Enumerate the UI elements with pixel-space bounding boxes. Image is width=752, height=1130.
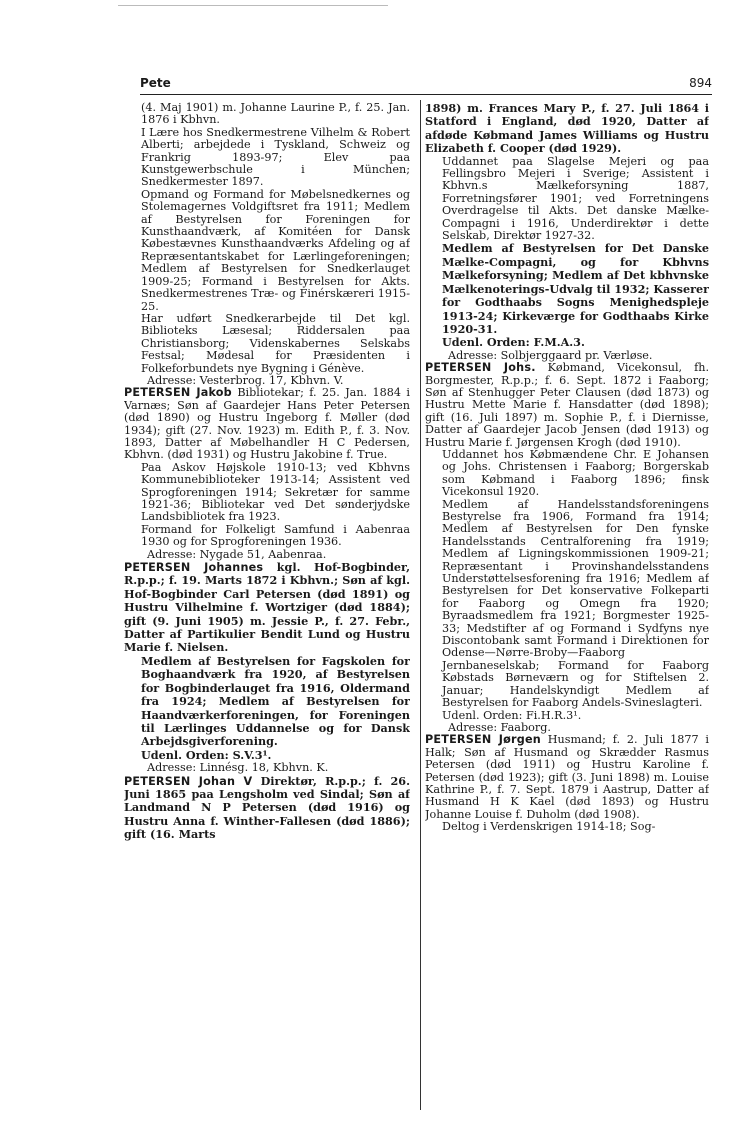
column-divider (420, 100, 421, 1110)
text-paragraph (124, 313, 410, 375)
text-paragraph (124, 127, 410, 189)
paragraph-text: Bibliotekar; f. 25. Jan. 1884 i Varnæs; Søn af Gaardejer Hans Peter Petersen (død 1890) og Hustru Ingeborg f. Møller (død 1934); gift (27. Nov. 1923) m. Edith P., f. 3. Nov. 1893, Datter af Møbelhandler H C Pedersen, Kbhvn. (død 1931) og Hustru Jakobine f. True. (124, 386, 410, 462)
paragraph-text: Adresse: Solbjerggaard pr. Værløse. (448, 348, 653, 362)
paragraph-text: Udenl. Orden: F.M.A.3. (442, 335, 585, 350)
paragraph-text: 1898) m. Frances Mary P., f. 27. Juli 1864 i Statford i England, død 1920, Datter af afdøde Købmand James Williams og Hustru Elizabeth f. Cooper (død 1929). (425, 102, 709, 156)
paragraph-text: Uddannet hos Købmændene Chr. E Johansen og Johs. Christensen i Faaborg; Borgerskab som Købmand i Faaborg 1896; finsk Vicekonsul 1920. (442, 447, 709, 499)
paragraph-text: Opmand og Formand for Møbelsnedkernes og Stolemagernes Voldgiftsret fra 1911; Medlem af Bestyrelsen for Foreningen for Kunsthaandværk, af Komitéen for Dansk Købestævnes Kunsthaandværks Afdeling og af Repræsentantskabet for Lærlingeforeningen; Medlem af Bestyrelsen for Snedkerlauget 1909-25; Formand i Bestyrelsen for Akts. Snedkermestrenes Træ- og Finérskæreri 1915-25. (141, 187, 410, 313)
paragraph-text: Har udført Snedkerarbejde til Det kgl. Biblioteks Læsesal; Riddersalen paa Christiansborg; Videnskabernes Selskabs Festsal; Mødesal for Præsidenten i Folkeforbundets nye Bygning i Génève. (141, 311, 410, 375)
paragraph-text: Formand for Folkeligt Samfund i Aabenraa 1930 og for Sprogforeningen 1936. (141, 522, 410, 549)
paragraph-text: Adresse: Faaborg. (448, 720, 551, 734)
paragraph-text: Paa Askov Højskole 1910-13; ved Kbhvns Kommunebiblioteker 1913-14; Assistent ved Sprogforeningen 1914; Sekretær for samme 1921-36; Bibliotekar ved Det sønderjydske Landsbibliotek fra 1923. (141, 460, 410, 524)
paragraph-text: Husmand; f. 2. Juli 1877 i Halk; Søn af Husmand og Skrædder Rasmus Petersen (død 1911) og Hustru Karoline f. Petersen (død 1923); gift (3. Juni 1898) m. Louise Kathrine P., f. 7. Sept. 1879 i Aastrup, Datter af Husmand H K Kael (død 1893) og Hustru Johanne Louise f. Duholm (død 1908). (425, 733, 709, 821)
paragraph-text: Adresse: Linnésg. 18, Kbhvn. K. (147, 761, 329, 775)
entry-paragraph (124, 775, 410, 842)
paragraph-text: Deltog i Verdenskrigen 1914-18; Sog- (442, 820, 656, 834)
entry-paragraph (124, 387, 410, 461)
entry-name: PETERSEN Johan V (124, 774, 253, 788)
paragraph-text: Uddannet paa Slagelse Mejeri og paa Fellingsbro Mejeri i Sverige; Assistent i Kbhvn.s Mælkeforsyning 1887, Forretningsfører 1901; ved Forretningens Overdragelse til Akts. Det danske Mælke-Compagni i 1916, Underdirektør i dette Selskab, Direktør 1927-32. (442, 154, 709, 243)
paragraph-text: Direktør, R.p.p.; f. 26. Juni 1865 paa Lengsholm ved Sindal; Søn af Landmand N P Petersen (død 1916) og Hustru Anna f. Winther-Fallesen (død 1886); gift (16. Marts (124, 773, 410, 842)
entry-name: PETERSEN Jørgen (425, 733, 541, 747)
paragraph-text: Medlem af Handelsstandsforeningens Bestyrelse fra 1906, Formand fra 1914; Medlem af Bestyrelsen for Den fynske Handelsstands Centralforening fra 1919; Medlem af Ligningskommissionen 1909-21; Repræsentant i Provinshandelsstandens Understøttelsesforening fra 1916; Medlem af Bestyrelsen for Det konservative Folkeparti for Faaborg og Omegn fra 1920; Byraadsmedlem fra 1921; Borgmester 1925-33; Medstifter af og Formand i Sydfyns nye Discontobank samt Formand i Direktionen for Odense—Nørre-Broby—Faaborg Jernbaneselskab; Formand for Faaborg Købstads Børneværn og for Stiftelsen 2. Januar; Handelskyndigt Medlem af Bestyrelsen for Faaborg Andels-Svineslagteri. (442, 497, 709, 710)
entry-name: PETERSEN Johannes (124, 561, 264, 575)
entry-name: PETERSEN Jakob (124, 386, 232, 400)
text-paragraph (425, 449, 709, 499)
header-rule (140, 94, 712, 95)
text-paragraph (124, 655, 410, 749)
paragraph-text: Medlem af Bestyrelsen for Fagskolen for Boghaandværk fra 1920, af Bestyrelsen for Bogbinderlauget fra 1916, Oldermand fra 1924; Medlem af Bestyrelsen for Haandværkerforeningen, for Foreningen til Lærlinges Uddannelse og for Dansk Arbejdsgiverforening. (141, 653, 410, 749)
text-paragraph (425, 156, 709, 243)
paragraph-text: Udenl. Orden: Fi.H.R.3¹. (442, 708, 582, 722)
left-column (124, 102, 410, 1107)
text-paragraph (124, 749, 410, 762)
paragraph-text: Adresse: Nygade 51, Aabenraa. (147, 547, 327, 561)
text-paragraph (124, 462, 410, 524)
text-paragraph (425, 499, 709, 710)
paragraph-text: Adresse: Vesterbrog. 17, Kbhvn. V. (147, 373, 344, 387)
text-paragraph (124, 102, 410, 127)
paragraph-text: Købmand, Vicekonsul, fh. Borgmester, R.p.p.; f. 6. Sept. 1872 i Faaborg; Søn af Stenhugger Peter Clausen (død 1873) og Hustru Mette Marie f. Hansdatter (død 1898); gift (16. Juli 1897) m. Sophie P., f. i Diernisse, Datter af Gaardejer Jacob Jensen (død 1913) og Hustru Marie f. Jørgensen Krogh (død 1910). (425, 361, 709, 449)
text-paragraph (425, 821, 709, 833)
text-paragraph (425, 102, 709, 156)
text-paragraph (425, 242, 709, 336)
entry-paragraph (425, 362, 709, 449)
paragraph-text: Medlem af Bestyrelsen for Det Danske Mælke-Compagni, og for Kbhvns Mælkeforsyning; Medlem af Det kbhvnske Mælkenoterings-Udvalg til 1932; Kasserer for Godthaabs Sogns Menighedspleje 1913-24; Kirkeværge for Godthaabs Kirke 1920-31. (442, 241, 709, 336)
entry-name: PETERSEN Johs. (425, 361, 536, 375)
page-number: 894 (689, 76, 712, 90)
page-header (140, 76, 712, 96)
text-paragraph (124, 524, 410, 549)
entry-paragraph (425, 734, 709, 821)
paragraph-text: kgl. Hof-Bogbinder, R.p.p.; f. 19. Marts 1872 i Kbhvn.; Søn af kgl. Hof-Bogbinder Carl Petersen (død 1891) og Hustru Vilhelmine f. Wortziger (død 1884); gift (9. Juni 1905) m. Jessie P., f. 27. Febr., Datter af Partikulier Bendit Lund og Hustru Marie f. Nielsen. (124, 560, 410, 655)
right-column (425, 102, 709, 1107)
top-edge-line (118, 5, 388, 6)
text-paragraph (124, 189, 410, 313)
paragraph-text: (4. Maj 1901) m. Johanne Laurine P., f. 25. Jan. 1876 i Kbhvn. (141, 102, 410, 127)
running-head: Pete (140, 76, 171, 90)
entry-paragraph (124, 561, 410, 655)
text-paragraph (425, 336, 709, 349)
paragraph-text: I Lære hos Snedkermestrene Vilhelm & Robert Alberti; arbejdede i Tyskland, Schweiz og Frankrig 1893-97; Elev paa Kunstgewerbschule i München; Snedkermester 1897. (141, 125, 410, 189)
paragraph-text: Udenl. Orden: S.V.3¹. (141, 747, 272, 762)
